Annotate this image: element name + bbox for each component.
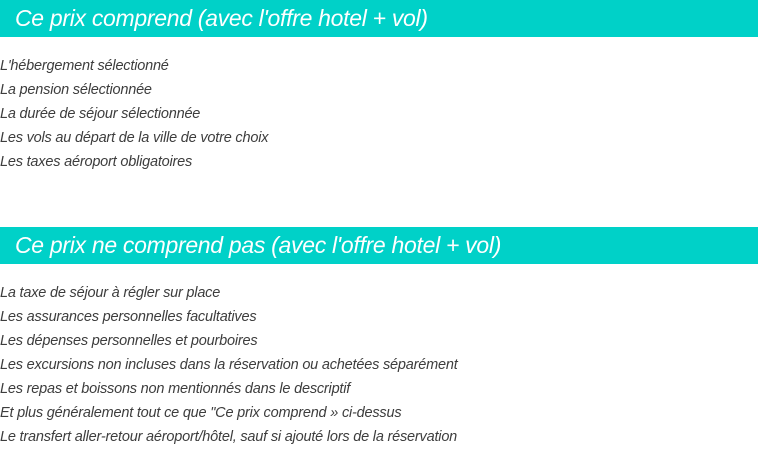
- included-item: Les vols au départ de la ville de votre choix: [0, 130, 269, 146]
- included-item: Les taxes aéroport obligatoires: [0, 154, 193, 170]
- included-item: La durée de séjour sélectionnée: [0, 106, 201, 122]
- excluded-list: [0, 264, 758, 449]
- included-item: La pension sélectionnée: [0, 82, 152, 98]
- excluded-item: Les excursions non incluses dans la réservation ou achetées séparément: [0, 357, 458, 373]
- excluded-item: Les repas et boissons non mentionnés dans le descriptif: [0, 381, 351, 397]
- included-list: [0, 37, 758, 174]
- included-section-title: Ce prix comprend (avec l'offre hotel + vol): [0, 0, 758, 37]
- excluded-item: Les dépenses personnelles et pourboires: [0, 333, 258, 349]
- included-item: L'hébergement sélectionné: [0, 58, 169, 74]
- excluded-item: Le transfert aller-retour aéroport/hôtel, sauf si ajouté lors de la réservation: [0, 429, 458, 445]
- excluded-item: La taxe de séjour à régler sur place: [0, 285, 221, 301]
- excluded-item: Et plus généralement tout ce que "Ce prix comprend » ci-dessus: [0, 405, 402, 421]
- excluded-item: Les assurances personnelles facultatives: [0, 309, 257, 325]
- excluded-section-title: Ce prix ne comprend pas (avec l'offre hotel + vol): [0, 227, 758, 264]
